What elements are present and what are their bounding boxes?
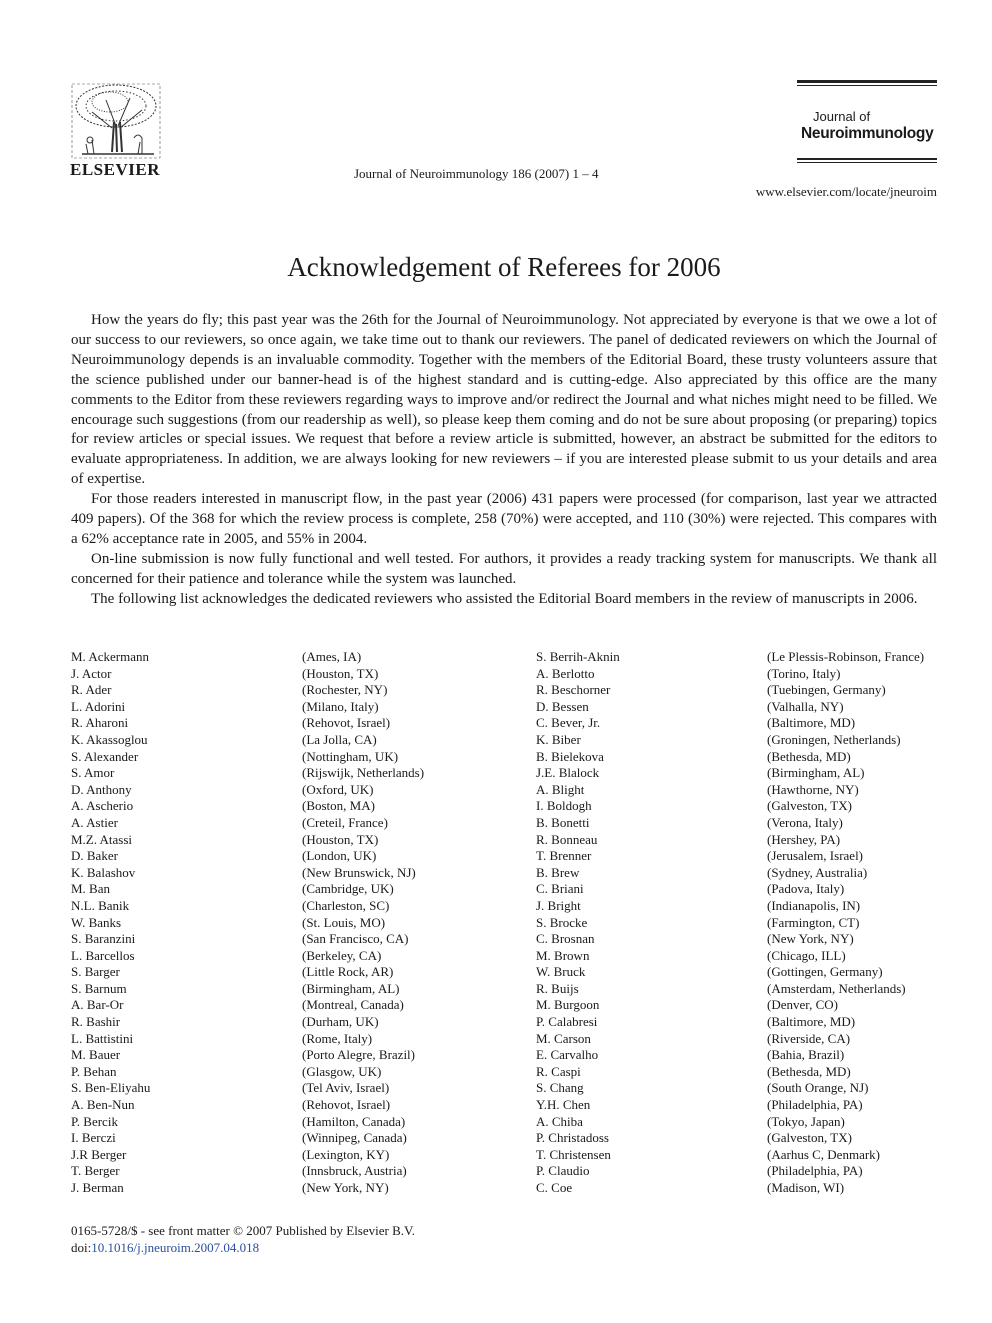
reviewer-name: A. Berlotto — [536, 665, 595, 681]
reviewer-location: (Houston, TX) — [302, 831, 379, 847]
reviewer-name: M.Z. Atassi — [71, 831, 133, 847]
reviewer-location: (Valhalla, NY) — [767, 698, 844, 714]
reviewer-name: R. Aharoni — [71, 715, 129, 731]
reviewer-location: (Nottingham, UK) — [302, 748, 399, 764]
reviewer-location: (Indianapolis, IN) — [767, 897, 861, 913]
reviewer-names-right — [536, 649, 620, 1197]
copyright-line: 0165-5728/$ - see front matter © 2007 Published by Elsevier B.V. — [71, 1223, 415, 1238]
reviewer-name: W. Bruck — [536, 964, 586, 980]
reviewer-name: L. Adorini — [71, 698, 126, 714]
reviewer-name: A. Bar-Or — [71, 997, 124, 1013]
reviewer-location: (Rochester, NY) — [302, 682, 388, 698]
reviewer-location: (Birmingham, AL) — [767, 765, 865, 781]
reviewer-name: R. Bonneau — [536, 831, 598, 847]
doi-link[interactable]: 10.1016/j.jneuroim.2007.04.018 — [91, 1239, 260, 1255]
reviewer-location: (Charleston, SC) — [302, 897, 390, 913]
reviewer-name: J.E. Blalock — [536, 765, 600, 781]
page-footer — [71, 1223, 415, 1256]
reviewer-name: D. Bessen — [536, 698, 589, 714]
reviewer-location: (Bahia, Brazil) — [767, 1047, 845, 1063]
reviewer-location: (Montreal, Canada) — [302, 997, 404, 1013]
reviewer-location: (Madison, WI) — [767, 1180, 845, 1195]
reviewer-location: (Denver, CO) — [767, 997, 838, 1013]
reviewer-location: (Cambridge, UK) — [302, 881, 394, 897]
reviewer-location: (Baltimore, MD) — [767, 715, 856, 731]
reviewer-name: T. Christensen — [536, 1146, 611, 1162]
reviewer-location: (Bethesda, MD) — [767, 1063, 851, 1079]
reviewer-name: A. Astier — [71, 814, 118, 830]
journal-name-line1: Journal of — [813, 109, 871, 124]
reviewer-location: (Hamilton, Canada) — [302, 1113, 406, 1129]
reviewer-location: (Amsterdam, Netherlands) — [767, 980, 906, 996]
body-paragraph: For those readers interested in manuscript flow, in the past year (2006) 431 papers were processed (for comparison, last year we attracted 409 papers). Of the 368 for which the review process is complete, 258 (70%) were accepted, and 110 (30%) were rejected. This compares with a 62% acceptance rate in 2005, and 55% in 2004. — [71, 491, 937, 547]
article-body — [71, 311, 937, 610]
reviewer-name: P. Claudio — [536, 1163, 590, 1179]
reviewer-location: (Houston, TX) — [302, 665, 379, 681]
reviewer-name: J. Bright — [536, 897, 581, 913]
reviewer-name: M. Bauer — [71, 1047, 121, 1063]
reviewer-name: I. Boldogh — [536, 798, 592, 814]
reviewer-location: (Philadelphia, PA) — [767, 1163, 863, 1179]
reviewer-name: P. Christadoss — [536, 1130, 609, 1146]
reviewer-name: D. Anthony — [71, 781, 132, 797]
reviewer-name: M. Brown — [536, 947, 590, 963]
reviewer-location: (Galveston, TX) — [767, 798, 852, 814]
reviewer-name: C. Coe — [536, 1180, 573, 1195]
reviewer-name: S. Berrih-Aknin — [536, 649, 620, 664]
reviewer-name: R. Bashir — [71, 1014, 121, 1030]
reviewer-name: S. Alexander — [71, 748, 139, 764]
reviewer-location: (London, UK) — [302, 848, 377, 864]
reviewer-name: S. Barnum — [71, 980, 127, 996]
masthead-rule — [797, 80, 937, 83]
tree-emblem-icon — [70, 82, 162, 160]
reviewer-location: (Tokyo, Japan) — [767, 1113, 845, 1129]
reviewer-location: (Rijswijk, Netherlands) — [302, 765, 425, 781]
reviewer-name: L. Barcellos — [71, 947, 135, 963]
elsevier-logo — [70, 82, 162, 179]
reviewer-location: (Le Plessis-Robinson, France) — [767, 649, 925, 664]
reviewer-name: E. Carvalho — [536, 1047, 599, 1063]
reviewer-name: S. Brocke — [536, 914, 588, 930]
reviewer-name: C. Briani — [536, 881, 584, 897]
reviewer-names-left — [71, 649, 150, 1197]
reviewer-name: A. Blight — [536, 781, 585, 797]
reviewer-location: (Rehovot, Israel) — [302, 1097, 391, 1113]
reviewer-location: (Porto Alegre, Brazil) — [302, 1047, 415, 1063]
reviewer-location: (Padova, Italy) — [767, 881, 845, 897]
reviewer-name: C. Bever, Jr. — [536, 715, 601, 731]
reviewer-name: R. Ader — [71, 682, 112, 698]
reviewer-location: (La Jolla, CA) — [302, 731, 377, 747]
reviewer-location: (Hershey, PA) — [767, 831, 841, 847]
reviewer-name: N.L. Banik — [71, 897, 130, 913]
reviewer-name: W. Banks — [71, 914, 122, 930]
reviewer-location: (San Francisco, CA) — [302, 931, 409, 947]
reviewer-location: (Riverside, CA) — [767, 1030, 851, 1046]
reviewer-name: B. Bielekova — [536, 748, 604, 764]
reviewer-name: M. Burgoon — [536, 997, 600, 1013]
body-paragraph: On-line submission is now fully functional and well tested. For authors, it provides a ready tracking system for manuscripts. We thank all concerned for their patience and tolerance while the system was launched. — [71, 550, 937, 587]
reviewer-name: P. Calabresi — [536, 1014, 598, 1030]
reviewer-location: (Innsbruck, Austria) — [302, 1163, 407, 1179]
journal-masthead — [797, 80, 937, 163]
journal-citation: Journal of Neuroimmunology 186 (2007) 1 – 4 — [354, 166, 599, 181]
body-paragraph: The following list acknowledges the dedicated reviewers who assisted the Editorial Board members in the review of manuscripts in 2006. — [91, 590, 918, 607]
reviewer-name: J. Berman — [71, 1180, 124, 1195]
reviewer-location: (South Orange, NJ) — [767, 1080, 869, 1096]
reviewer-location: (New York, NY) — [302, 1180, 389, 1195]
reviewer-name: R. Buijs — [536, 980, 579, 996]
reviewer-location: (New York, NY) — [767, 931, 854, 947]
reviewer-location: (Hawthorne, NY) — [767, 781, 859, 797]
reviewer-location: (Lexington, KY) — [302, 1146, 390, 1162]
reviewer-location: (Farmington, CT) — [767, 914, 860, 930]
reviewer-location: (Boston, MA) — [302, 798, 375, 814]
reviewer-name: R. Caspi — [536, 1063, 581, 1079]
reviewer-location: (Torino, Italy) — [767, 665, 841, 681]
reviewer-location: (Tel Aviv, Israel) — [302, 1080, 390, 1096]
reviewer-location: (Glasgow, UK) — [302, 1063, 382, 1079]
reviewer-name: S. Chang — [536, 1080, 584, 1096]
journal-name-line2: Neuroimmunology — [801, 125, 934, 142]
reviewer-location: (Aarhus C, Denmark) — [767, 1146, 880, 1162]
reviewer-name: J. Actor — [71, 665, 112, 681]
body-paragraph: How the years do fly; this past year was the 26th for the Journal of Neuroimmunology. Not appreciated by everyone is that we owe a lot of our success to our reviewers, so once again, we take time out to thank our reviewers. The panel of dedicated reviewers on which the Journal of Neuroimmunology depends is an invaluable commodity. Together with the members of the Editorial Board, these trusty volunteers assure that the science published under our banner-head is of the highest standard and is cutting-edge. Also appreciated by this office are the many comments to the Editor from these reviewers regarding ways to improve and/or redirect the Journal and what niches might need to be filled. We encourage such suggestions (from our readership as well), so please keep them coming and do not be sure about proposing (or preparing) topics for review articles or special issues. We request that before a review article is submitted, however, an abstract be submitted for the editors to evaluate appropriateness. In addition, we are always looking for new reviewers – if you are interested please submit to us your details and area of expertise. — [71, 312, 937, 488]
reviewer-name: D. Baker — [71, 848, 118, 864]
reviewer-name: P. Bercik — [71, 1113, 118, 1129]
reviewer-name: Y.H. Chen — [536, 1097, 591, 1113]
reviewer-location: (Rehovot, Israel) — [302, 715, 391, 731]
reviewer-location: (New Brunswick, NJ) — [302, 864, 416, 880]
reviewer-name: A. Chiba — [536, 1113, 583, 1129]
doi-line — [71, 1240, 415, 1257]
reviewer-location: (Ames, IA) — [302, 649, 362, 664]
reviewer-name: P. Behan — [71, 1063, 117, 1079]
reviewer-name: T. Berger — [71, 1163, 120, 1179]
reviewer-location: (Groningen, Netherlands) — [767, 731, 901, 747]
reviewer-name: S. Amor — [71, 765, 115, 781]
masthead-rule — [797, 85, 937, 86]
reviewer-location: (St. Louis, MO) — [302, 914, 386, 930]
reviewer-location: (Jerusalem, Israel) — [767, 848, 864, 864]
reviewer-name: A. Ascherio — [71, 798, 134, 814]
reviewer-name: L. Battistini — [71, 1030, 134, 1046]
reviewer-location: (Bethesda, MD) — [767, 748, 851, 764]
reviewer-name: K. Akassoglou — [71, 731, 148, 747]
reviewer-location: (Oxford, UK) — [302, 781, 374, 797]
reviewer-location: (Philadelphia, PA) — [767, 1097, 863, 1113]
article-title: Acknowledgement of Referees for 2006 — [287, 252, 721, 282]
reviewer-name: B. Bonetti — [536, 814, 590, 830]
reviewer-location: (Gottingen, Germany) — [767, 964, 883, 980]
reviewer-name: S. Barger — [71, 964, 120, 980]
masthead-rule — [797, 158, 937, 160]
reviewer-name: K. Balashov — [71, 864, 136, 880]
reviewer-location: (Berkeley, CA) — [302, 947, 382, 963]
reviewer-name: T. Brenner — [536, 848, 592, 864]
reviewer-location: (Winnipeg, Canada) — [302, 1130, 407, 1146]
reviewer-name: S. Baranzini — [71, 931, 136, 947]
publisher-name: ELSEVIER — [70, 160, 160, 179]
journal-url[interactable]: www.elsevier.com/locate/jneuroim — [755, 184, 937, 199]
reviewer-name: C. Brosnan — [536, 931, 595, 947]
reviewer-name: S. Ben-Eliyahu — [71, 1080, 151, 1096]
reviewer-locations-right — [767, 649, 924, 1197]
reviewer-location: (Durham, UK) — [302, 1014, 379, 1030]
reviewer-name: M. Carson — [536, 1030, 591, 1046]
doi-prefix: doi: — [71, 1239, 92, 1255]
reviewer-name: A. Ben-Nun — [71, 1097, 135, 1113]
reviewer-name: R. Beschorner — [536, 682, 611, 698]
reviewer-location: (Galveston, TX) — [767, 1130, 852, 1146]
reviewer-location: (Chicago, ILL) — [767, 947, 846, 963]
reviewer-locations-left — [302, 649, 424, 1197]
reviewer-name: B. Brew — [536, 864, 580, 880]
reviewer-name: J.R Berger — [71, 1146, 127, 1162]
reviewer-name: I. Berczi — [71, 1130, 116, 1146]
reviewer-location: (Tuebingen, Germany) — [767, 682, 886, 698]
reviewer-location: (Verona, Italy) — [767, 814, 843, 830]
reviewer-name: M. Ban — [71, 881, 110, 897]
reviewer-location: (Creteil, France) — [302, 814, 388, 830]
reviewer-name: K. Biber — [536, 731, 581, 747]
reviewer-location: (Little Rock, AR) — [302, 964, 394, 980]
reviewer-location: (Baltimore, MD) — [767, 1014, 856, 1030]
reviewer-location: (Birmingham, AL) — [302, 980, 400, 996]
reviewer-name: M. Ackermann — [71, 649, 149, 664]
reviewer-location: (Milano, Italy) — [302, 698, 379, 714]
reviewer-location: (Rome, Italy) — [302, 1030, 373, 1046]
reviewer-location: (Sydney, Australia) — [767, 864, 868, 880]
masthead-rule — [797, 162, 937, 163]
